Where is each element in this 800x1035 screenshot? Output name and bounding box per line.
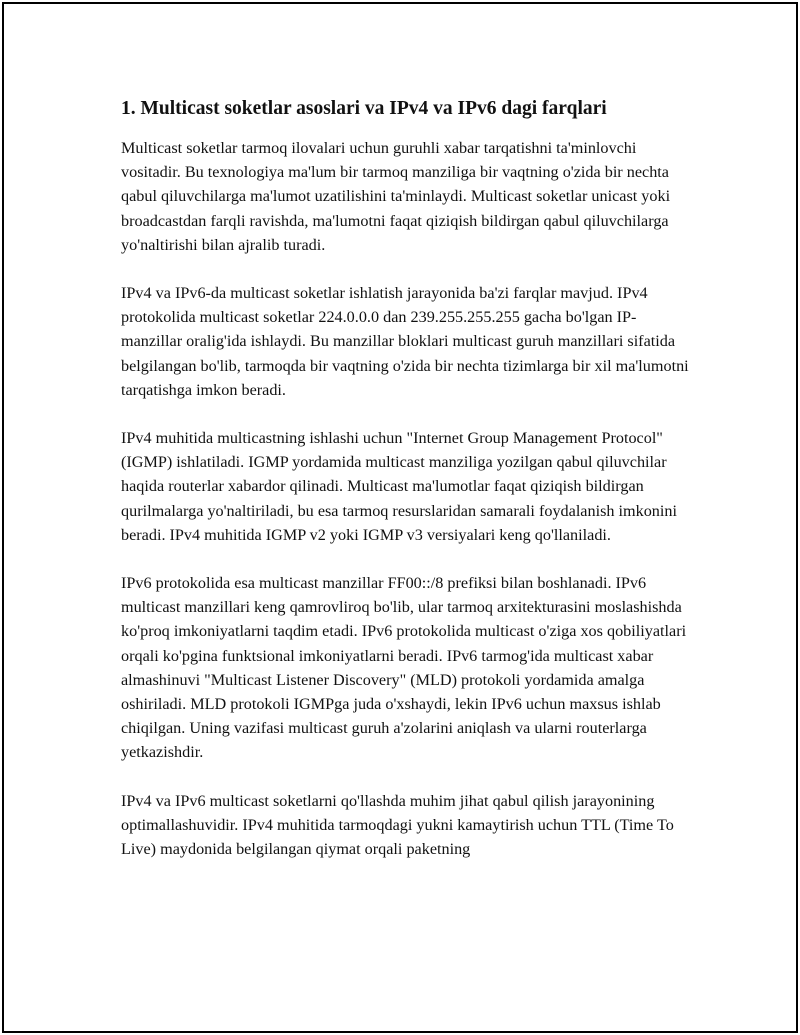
section-heading: 1. Multicast soketlar asoslari va IPv4 va IPv6 dagi farqlari xyxy=(121,98,607,119)
paragraph-ipv6-mld: IPv6 protokolida esa multicast manzillar FF00::/8 prefiksi bilan boshlanadi. IPv6 multicast manzillari keng qamrovliroq bo'lib, ular tarmoq arxitekturasini moslashishda ko'proq imkoniyatlarni taqdim etadi. IPv6 protokolida multicast o'ziga xos qobiliyatlari orqali ko'pgina funktsional imkoniyatlarni beradi. IPv6 tarmog'ida multicast xabar almashinuvi "Multicast Listener Discovery" (MLD) protokoli yordamida amalga oshiriladi. MLD protokoli IGMPga juda o'xshaydi, lekin IPv6 uchun maxsus ishlab chiqilgan. Uning vazifasi multicast guruh a'zolarini aniqlash va ularni routerlarga yetkazishdir. xyxy=(121,574,687,762)
page-frame xyxy=(2,2,798,1033)
paragraph-igmp: IPv4 muhitida multicastning ishlashi uchun "Internet Group Management Protocol" (IGMP) ishlatiladi. IGMP yordamida multicast manziliga yozilgan qabul qiluvchilar haqida routerlar xabardor qilinadi. Multicast ma'lumotlar faqat qiziqish bildirgan qurilmalarga yo'naltiriladi, bu esa tarmoq resurslaridan samarali foydalanish imkonini beradi. IPv4 muhitida IGMP v2 yoki IGMP v3 versiyalari keng qo'llaniladi. xyxy=(121,429,677,544)
paragraph-ipv4-range: IPv4 va IPv6-da multicast soketlar ishlatish jarayonida ba'zi farqlar mavjud. IPv4 protokolida multicast soketlar 224.0.0.0 dan 239.255.255.255 gacha bo'lgan IP-manzillar oralig'ida ishlaydi. Bu manzillar bloklari multicast guruh manzillari sifatida belgilangan bo'lib, tarmoqda bir vaqtning o'zida bir nechta tizimlarga bir xil ma'lumotni tarqatishga imkon beradi. xyxy=(121,284,689,399)
paragraph-ttl: IPv4 va IPv6 multicast soketlarni qo'llashda muhim jihat qabul qilish jarayonining optimallashuvidir. IPv4 muhitida tarmoqdagi yukni kamaytirish uchun TTL (Time To Live) maydonida belgilangan qiymat orqali paketning xyxy=(121,791,674,859)
document-body xyxy=(121,96,696,885)
paragraph-intro: Multicast soketlar tarmoq ilovalari uchun guruhli xabar tarqatishni ta'minlovchi vositadir. Bu texnologiya ma'lum bir tarmoq manziliga bir vaqtning o'zida bir nechta qabul qiluvchilarga ma'lumot uzatilishini ta'minlaydi. Multicast soketlar unicast yoki broadcastdan farqli ravishda, ma'lumotni faqat qiziqish bildirgan qabul qiluvchilarga yo'naltirishi bilan ajralib turadi. xyxy=(121,139,671,254)
